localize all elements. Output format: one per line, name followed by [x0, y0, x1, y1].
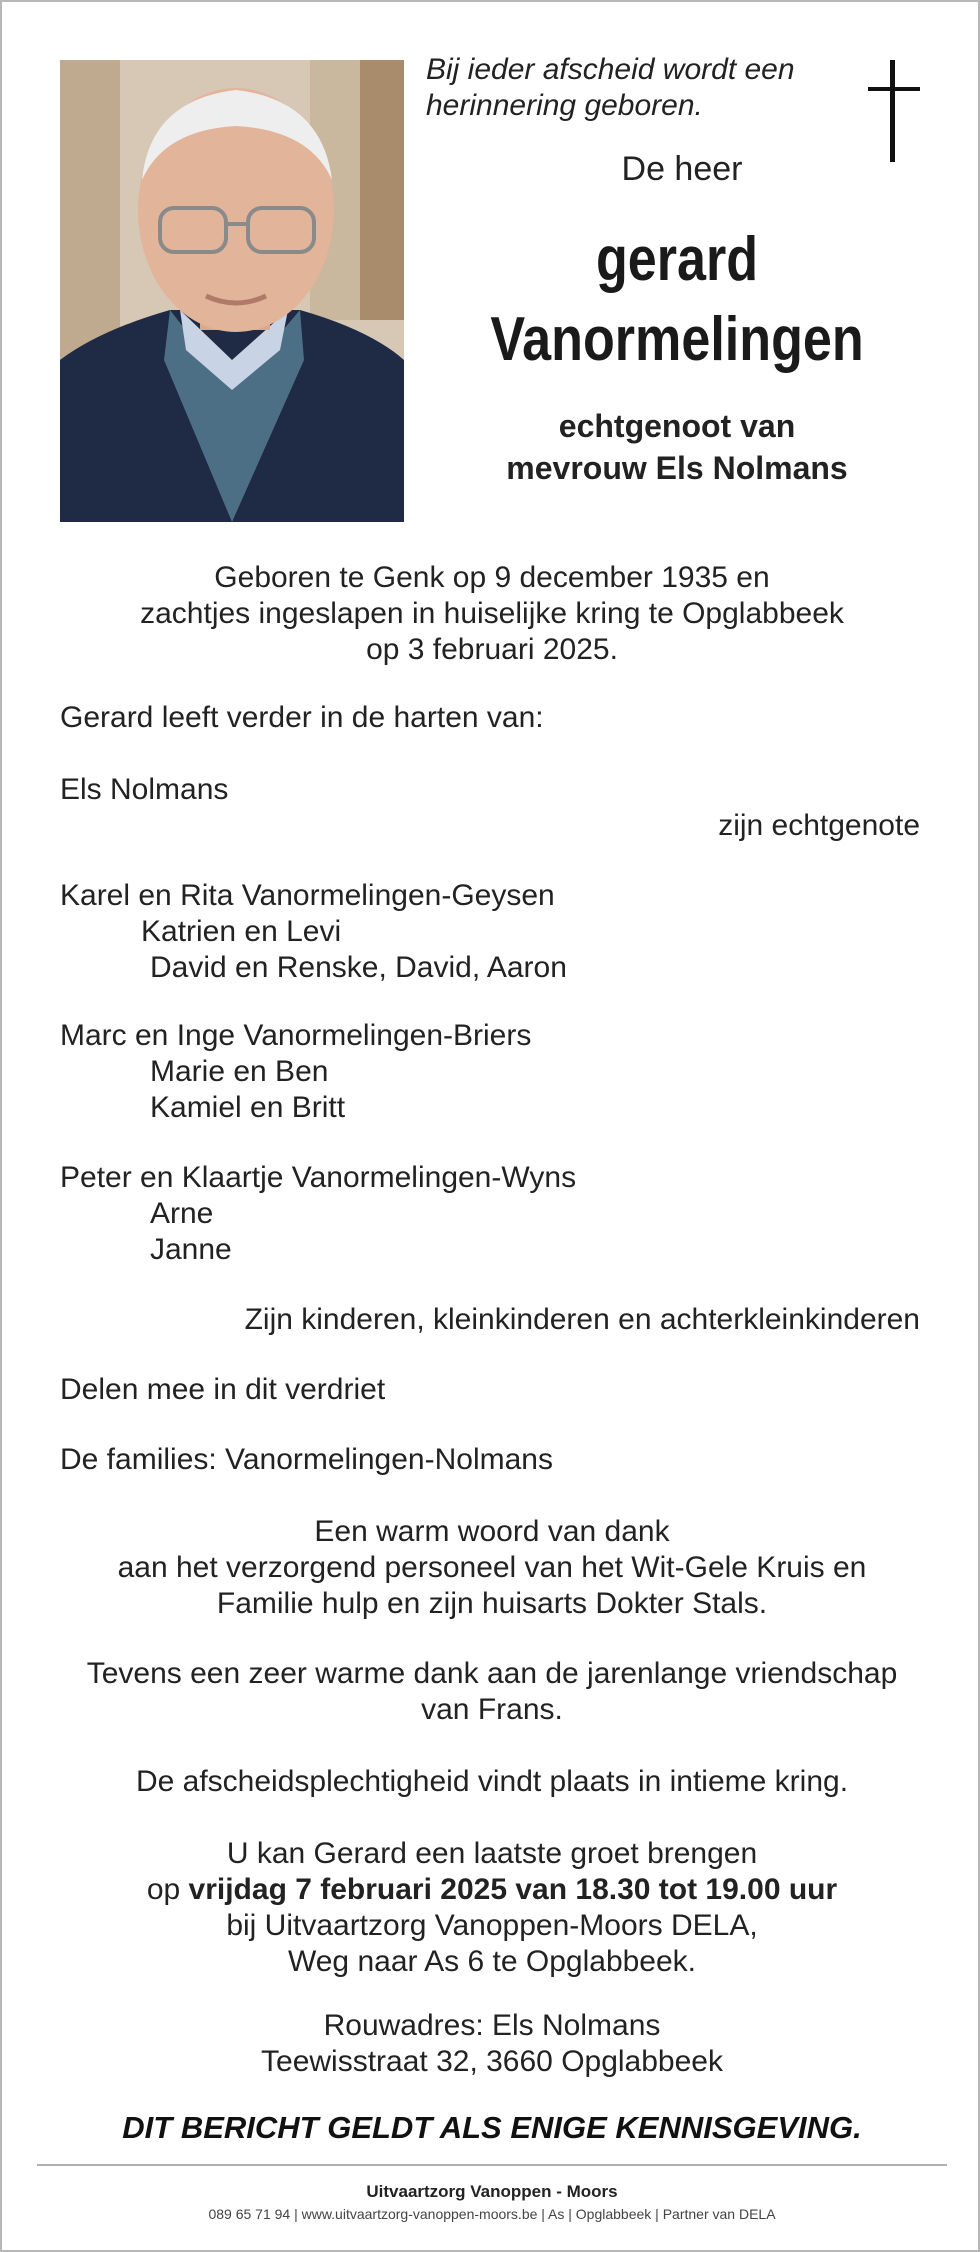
- visit-prefix: op: [146, 1873, 189, 1906]
- mourning-address-line-1: Rouwadres: Els Nolmans: [323, 2009, 661, 2042]
- visit-line-1: U kan Gerard een laatste groet brengen: [226, 1837, 758, 1870]
- thanks-line-2: aan het verzorgend personeel van het Wit-Gele Kruis en: [117, 1551, 867, 1584]
- motto-line-1: Bij ieder afscheid wordt een: [426, 53, 795, 86]
- family-3-child-1: Arne: [150, 1197, 214, 1230]
- honorific: De heer: [621, 150, 743, 188]
- deceased-last-name: Vanormelingen: [490, 305, 864, 374]
- friendship-line-2: van Frans.: [421, 1693, 563, 1726]
- family-2-child-1: Marie en Ben: [150, 1055, 329, 1088]
- visit-line-4: Weg naar As 6 te Opglabbeek.: [287, 1945, 697, 1978]
- thanks-line-1: Een warm woord van dank: [314, 1515, 670, 1548]
- family-2-parents: Marc en Inge Vanormelingen-Briers: [60, 1019, 532, 1052]
- portrait-photo: [60, 60, 404, 522]
- spouse-info: [432, 405, 922, 489]
- funeral-home-name: Uitvaartzorg Vanoppen - Moors: [366, 2182, 618, 2201]
- family-1-parents: Karel en Rita Vanormelingen-Geysen: [60, 879, 555, 912]
- wife-name: Els Nolmans: [60, 773, 229, 806]
- family-3-parents: Peter en Klaartje Vanormelingen-Wyns: [60, 1161, 577, 1194]
- birth-line-2: zachtjes ingeslapen in huiselijke kring te Opglabbeek: [140, 597, 844, 630]
- notice: DIT BERICHT GELDT ALS ENIGE KENNISGEVING.: [122, 2110, 862, 2145]
- family-2-child-2: Kamiel en Britt: [150, 1091, 346, 1124]
- friendship-line-1: Tevens een zeer warme dank aan de jarenlange vriendschap: [86, 1657, 898, 1690]
- spouse-line-1: echtgenoot van: [558, 408, 796, 444]
- birth-line-1: Geboren te Genk op 9 december 1935 en: [214, 561, 770, 594]
- wife-role: zijn echtgenote: [718, 809, 920, 842]
- visit-line-3: bij Uitvaartzorg Vanoppen-Moors DELA,: [226, 1909, 758, 1942]
- ceremony: De afscheidsplechtigheid vindt plaats in intieme kring.: [135, 1765, 849, 1798]
- birth-line-3: op 3 februari 2025.: [366, 633, 618, 666]
- cross-icon: [864, 60, 924, 162]
- lives-on-heading: Gerard leeft verder in de harten van:: [60, 701, 544, 734]
- share-grief: Delen mee in dit verdriet: [60, 1373, 386, 1406]
- motto-line-2: herinnering geboren.: [426, 89, 703, 122]
- deceased-first-name: gerard: [595, 225, 759, 294]
- visit-line-2: [42, 1872, 942, 1908]
- visit-datetime: vrijdag 7 februari 2025 van 18.30 tot 19.00 uur: [188, 1873, 838, 1906]
- spouse-line-2: mevrouw Els Nolmans: [506, 450, 848, 486]
- family-1-child-2: David en Renske, David, Aaron: [150, 951, 567, 984]
- thanks-line-3: Familie hulp en zijn huisarts Dokter Stals.: [216, 1587, 768, 1620]
- descendants: Zijn kinderen, kleinkinderen en achterkleinkinderen: [244, 1303, 920, 1336]
- motto: [426, 52, 846, 124]
- family-names: De families: Vanormelingen-Nolmans: [60, 1443, 553, 1476]
- funeral-home-contact: 089 65 71 94 | www.uitvaartzorg-vanoppen-moors.be | As | Opglabbeek | Partner van DELA: [208, 2206, 776, 2222]
- footer-divider: [37, 2164, 947, 2166]
- family-3-child-2: Janne: [150, 1233, 232, 1266]
- mourning-address-line-2: Teewisstraat 32, 3660 Opglabbeek: [261, 2045, 723, 2078]
- family-1-child-1: Katrien en Levi: [141, 915, 342, 948]
